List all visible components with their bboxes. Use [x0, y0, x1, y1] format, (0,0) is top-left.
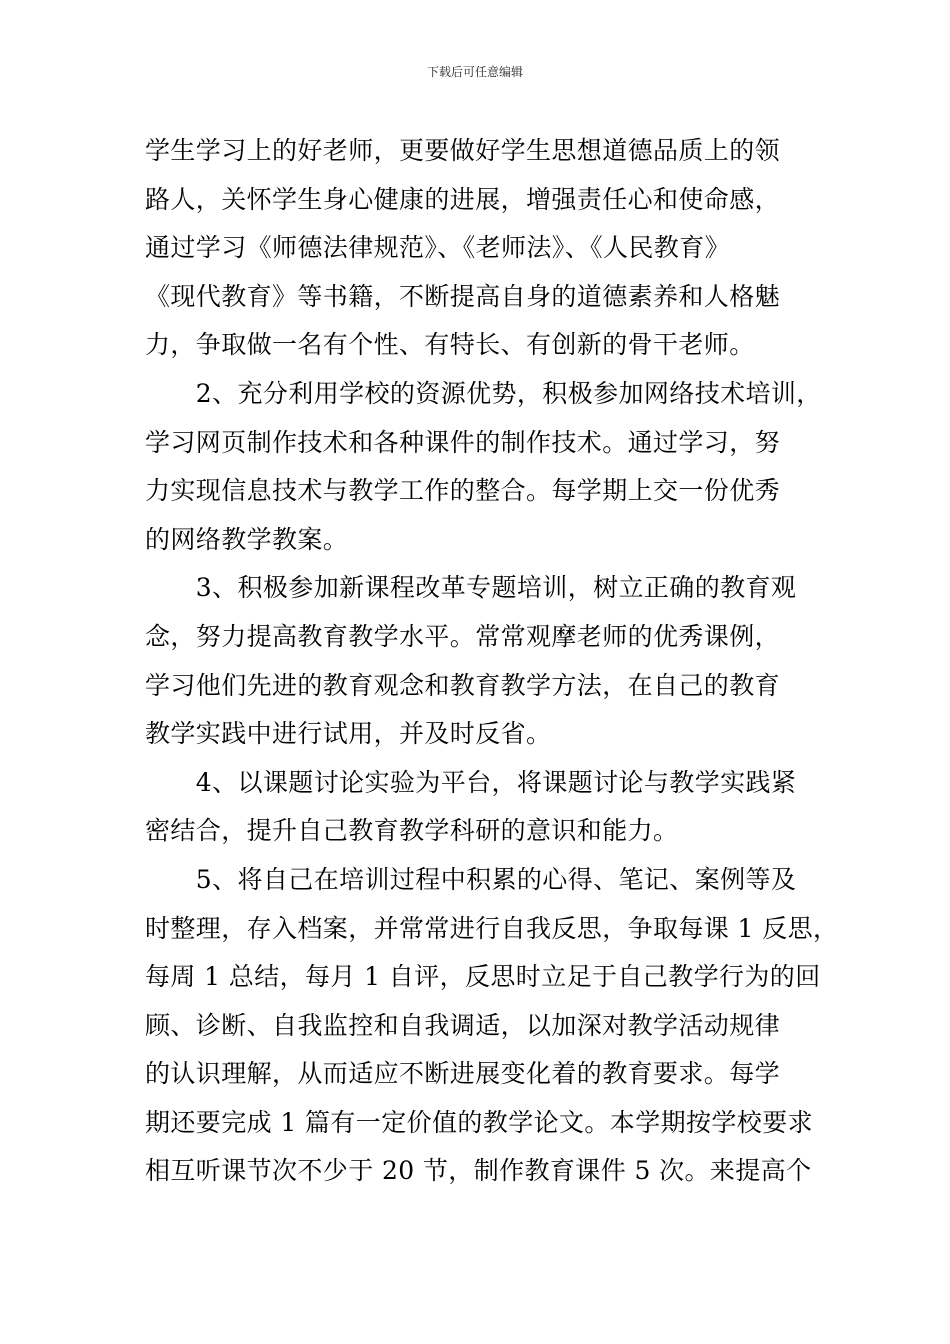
text-line: 通过学习《师德法律规范》、《老师法》、《人民教育》: [145, 233, 731, 263]
text-line: 3、积极参加新课程改革专题培训，树立正确的教育观: [145, 573, 797, 603]
text-line: 教学实践中进行试用，并及时反省。: [145, 719, 552, 749]
text-line: 念，努力提高教育教学水平。常常观摩老师的优秀课例，: [145, 621, 781, 651]
text-line: 顾、诊断、自我监控和自我调适，以加深对教学活动规律: [145, 1010, 781, 1040]
text-line: 路人，关怀学生身心健康的进展，增强责任心和使命感，: [145, 184, 781, 214]
text-line: 的认识理解，从而适应不断进展变化着的教育要求。每学: [145, 1059, 781, 1089]
text-line: 5、将自己在培训过程中积累的心得、笔记、案例等及: [145, 864, 797, 894]
text-line: 期还要完成 1 篇有一定价值的教学论文。本学期按学校要求: [145, 1107, 814, 1137]
text-line: 4、以课题讨论实验为平台，将课题讨论与教学实践紧: [145, 767, 797, 797]
text-line: 每周 1 总结，每月 1 自评，反思时立足于自己教学行为的回: [145, 962, 821, 992]
text-line: 学习他们先进的教育观念和教育教学方法，在自己的教育: [145, 670, 781, 700]
text-line: 学习网页制作技术和各种课件的制作技术。通过学习，努: [145, 427, 781, 457]
text-line: 相互听课节次不少于 20 节，制作教育课件 5 次。来提高个: [145, 1156, 812, 1186]
text-line: 的网络教学教案。: [145, 524, 349, 554]
body-text: [145, 127, 839, 1196]
text-line: 力实现信息技术与教学工作的整合。每学期上交一份优秀: [145, 476, 781, 506]
text-line: 密结合，提升自己教育教学科研的意识和能力。: [145, 816, 679, 846]
text-line: 时整理，存入档案，并常常进行自我反思，争取每课 1 反思，: [145, 913, 839, 943]
text-line: 学生学习上的好老师，更要做好学生思想道德品质上的领: [145, 136, 781, 165]
text-line: 2、充分利用学校的资源优势，积极参加网络技术培训，: [145, 378, 822, 408]
text-line: 力，争取做一名有个性、有特长、有创新的骨干老师。: [145, 330, 755, 360]
text-line: 《现代教育》等书籍，不断提高自身的道德素养和人格魅: [145, 281, 781, 311]
header-note: 下载后可任意编辑: [426, 65, 523, 79]
